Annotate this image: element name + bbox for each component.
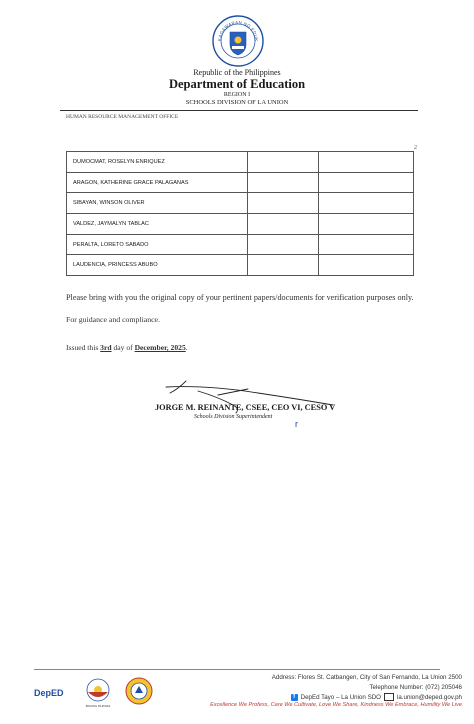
bagong-pilipinas-text: BAGONG PILIPINAS [85,705,111,708]
republic-line: Republic of the Philippines [193,68,281,77]
employee-name: PERALTA, LORETO SABADO [67,234,248,255]
employee-name: LAUDENCIA, PRINCESS ABUBO [67,255,248,276]
table-cell [248,255,319,276]
header-divider [60,110,418,111]
facebook-icon: f [291,694,298,701]
footer-contacts [291,693,462,701]
footer-address: Address: Flores St. Catbangen, City of San Fernando, La Union 2500 [271,674,462,681]
deped-seal-logo [212,15,264,67]
table-cell [318,255,413,276]
page-number: 2 [414,145,417,151]
table-row [67,172,414,193]
footer-logos [34,676,164,708]
issued-line [66,343,188,352]
region-line: REGION I [223,92,251,98]
footer-motto: Excellence We Profess, Care We Cultivate, Love We Share, Kindness We Embrace, Humility We Live [210,702,462,708]
issued-suffix: . [185,343,188,352]
department-title: Department of Education [168,77,306,91]
issued-mid: day of [111,343,135,352]
signatory-title: Schools Division Superintendent [194,414,273,420]
names-table [66,151,414,276]
initial-mark: r [295,419,298,429]
bagong-pilipinas-logo [86,679,111,708]
table-cell [248,214,319,235]
table-row [67,214,414,235]
table-cell [248,152,319,173]
table-cell [318,234,413,255]
office-label: HUMAN RESOURCE MANAGEMENT OFFICE [66,114,179,120]
table-row [67,255,414,276]
table-cell [318,172,413,193]
employee-name: VALDEZ, JAYMALYN TABLAC [67,214,248,235]
table-cell [248,172,319,193]
issued-day: 3rd [100,343,112,352]
table-row [67,234,414,255]
table-row [67,152,414,173]
signatory-name: JORGE M. REINANTE, CSEE, CEO VI, CESO V [155,403,336,412]
footer-divider [34,669,440,670]
table-cell [318,152,413,173]
table-cell [318,193,413,214]
issued-date: December, 2025 [134,343,186,352]
footer-email[interactable]: la.union@deped.gov.ph [397,693,462,701]
division-line: SCHOOLS DIVISION OF LA UNION [185,99,289,106]
seal-text: KAGAWARAN NG EDUK [216,19,260,42]
guidance-text: For guidance and compliance. [66,315,160,324]
employee-name: DUMOCMAT, ROSELYN ENRIQUEZ [67,152,248,173]
footer-telephone: Telephone Number: (072) 205046 [369,684,462,691]
instruction-text: Please bring with you the original copy of your pertinent papers/documents for verification purposes only. [66,293,414,302]
deped-logo-text: DepED [34,688,64,698]
table-cell [318,214,413,235]
division-seal-logo [126,678,152,704]
employee-name: ARAGON, KATHERINE GRACE PALAGANAS [67,172,248,193]
footer-facebook[interactable]: DepEd Tayo – La Union SDO [300,693,381,701]
issued-prefix: Issued this [66,343,101,352]
table-cell [248,234,319,255]
table-cell [248,193,319,214]
table-row [67,193,414,214]
mail-icon [384,693,394,701]
employee-name: SIBAYAN, WINSON OLIVER [67,193,248,214]
